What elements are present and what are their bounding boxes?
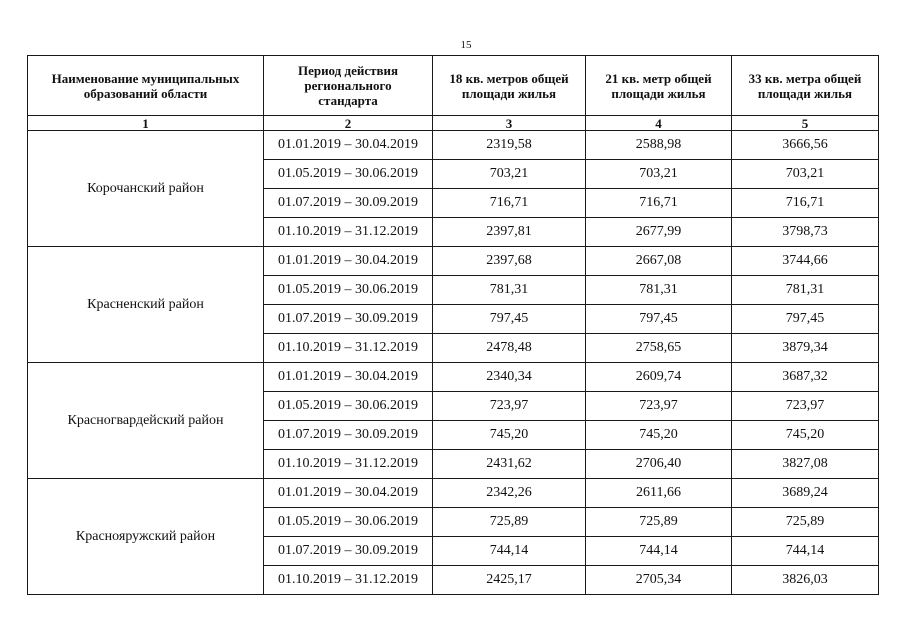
- value-18-sqm: 2478,48: [433, 334, 586, 363]
- value-18-sqm: 2425,17: [433, 566, 586, 595]
- period-cell: 01.10.2019 – 31.12.2019: [264, 218, 433, 247]
- period-cell: 01.01.2019 – 30.04.2019: [264, 247, 433, 276]
- period-cell: 01.01.2019 – 30.04.2019: [264, 363, 433, 392]
- value-33-sqm: 725,89: [732, 508, 879, 537]
- value-21-sqm: 781,31: [586, 276, 732, 305]
- period-cell: 01.05.2019 – 30.06.2019: [264, 508, 433, 537]
- value-33-sqm: 3827,08: [732, 450, 879, 479]
- value-18-sqm: 745,20: [433, 421, 586, 450]
- value-33-sqm: 3744,66: [732, 247, 879, 276]
- value-21-sqm: 744,14: [586, 537, 732, 566]
- column-number: 5: [732, 116, 879, 131]
- value-18-sqm: 725,89: [433, 508, 586, 537]
- value-21-sqm: 2609,74: [586, 363, 732, 392]
- value-21-sqm: 2677,99: [586, 218, 732, 247]
- value-18-sqm: 723,97: [433, 392, 586, 421]
- column-number: 2: [264, 116, 433, 131]
- value-33-sqm: 797,45: [732, 305, 879, 334]
- district-name: Корочанский район: [28, 131, 264, 247]
- value-33-sqm: 3687,32: [732, 363, 879, 392]
- page-number: 15: [460, 39, 472, 51]
- header-21-sqm: 21 кв. метр общей площади жилья: [586, 56, 732, 116]
- value-18-sqm: 2319,58: [433, 131, 586, 160]
- period-cell: 01.05.2019 – 30.06.2019: [264, 160, 433, 189]
- value-18-sqm: 2342,26: [433, 479, 586, 508]
- value-21-sqm: 703,21: [586, 160, 732, 189]
- value-18-sqm: 781,31: [433, 276, 586, 305]
- period-cell: 01.07.2019 – 30.09.2019: [264, 421, 433, 450]
- header-municipality: Наименование муниципальных образований области: [28, 56, 264, 116]
- value-21-sqm: 725,89: [586, 508, 732, 537]
- period-cell: 01.05.2019 – 30.06.2019: [264, 276, 433, 305]
- value-21-sqm: 797,45: [586, 305, 732, 334]
- table-header: [28, 56, 879, 131]
- value-18-sqm: 703,21: [433, 160, 586, 189]
- value-33-sqm: 3798,73: [732, 218, 879, 247]
- period-cell: 01.01.2019 – 30.04.2019: [264, 479, 433, 508]
- value-18-sqm: 744,14: [433, 537, 586, 566]
- value-33-sqm: 3879,34: [732, 334, 879, 363]
- value-18-sqm: 716,71: [433, 189, 586, 218]
- district-name: Красногвардейский район: [28, 363, 264, 479]
- district-name: Красненский район: [28, 247, 264, 363]
- value-21-sqm: 2705,34: [586, 566, 732, 595]
- column-number-row: [28, 116, 879, 131]
- period-cell: 01.05.2019 – 30.06.2019: [264, 392, 433, 421]
- column-number: 4: [586, 116, 732, 131]
- value-33-sqm: 723,97: [732, 392, 879, 421]
- value-21-sqm: 2611,66: [586, 479, 732, 508]
- header-33-sqm: 33 кв. метра общей площади жилья: [732, 56, 879, 116]
- value-21-sqm: 723,97: [586, 392, 732, 421]
- value-21-sqm: 716,71: [586, 189, 732, 218]
- value-21-sqm: 2758,65: [586, 334, 732, 363]
- value-33-sqm: 745,20: [732, 421, 879, 450]
- period-cell: 01.07.2019 – 30.09.2019: [264, 537, 433, 566]
- value-21-sqm: 2706,40: [586, 450, 732, 479]
- table-row: [28, 247, 879, 276]
- value-18-sqm: 797,45: [433, 305, 586, 334]
- column-number: 1: [28, 116, 264, 131]
- period-cell: 01.07.2019 – 30.09.2019: [264, 189, 433, 218]
- period-cell: 01.01.2019 – 30.04.2019: [264, 131, 433, 160]
- regional-standard-table: [27, 55, 879, 595]
- district-name: Краснояружский район: [28, 479, 264, 595]
- value-18-sqm: 2431,62: [433, 450, 586, 479]
- table-row: [28, 363, 879, 392]
- period-cell: 01.10.2019 – 31.12.2019: [264, 334, 433, 363]
- value-21-sqm: 2588,98: [586, 131, 732, 160]
- period-cell: 01.10.2019 – 31.12.2019: [264, 450, 433, 479]
- value-33-sqm: 703,21: [732, 160, 879, 189]
- header-18-sqm: 18 кв. метров общей площади жилья: [433, 56, 586, 116]
- table-row: [28, 479, 879, 508]
- value-33-sqm: 781,31: [732, 276, 879, 305]
- value-33-sqm: 716,71: [732, 189, 879, 218]
- value-18-sqm: 2340,34: [433, 363, 586, 392]
- value-33-sqm: 3826,03: [732, 566, 879, 595]
- header-period: Период действия регионального стандарта: [264, 56, 433, 116]
- value-21-sqm: 2667,08: [586, 247, 732, 276]
- value-33-sqm: 3689,24: [732, 479, 879, 508]
- period-cell: 01.10.2019 – 31.12.2019: [264, 566, 433, 595]
- value-21-sqm: 745,20: [586, 421, 732, 450]
- table-body: [28, 131, 879, 595]
- value-33-sqm: 744,14: [732, 537, 879, 566]
- value-18-sqm: 2397,68: [433, 247, 586, 276]
- table-row: [28, 131, 879, 160]
- header-row: [28, 56, 879, 116]
- column-number: 3: [433, 116, 586, 131]
- value-33-sqm: 3666,56: [732, 131, 879, 160]
- value-18-sqm: 2397,81: [433, 218, 586, 247]
- period-cell: 01.07.2019 – 30.09.2019: [264, 305, 433, 334]
